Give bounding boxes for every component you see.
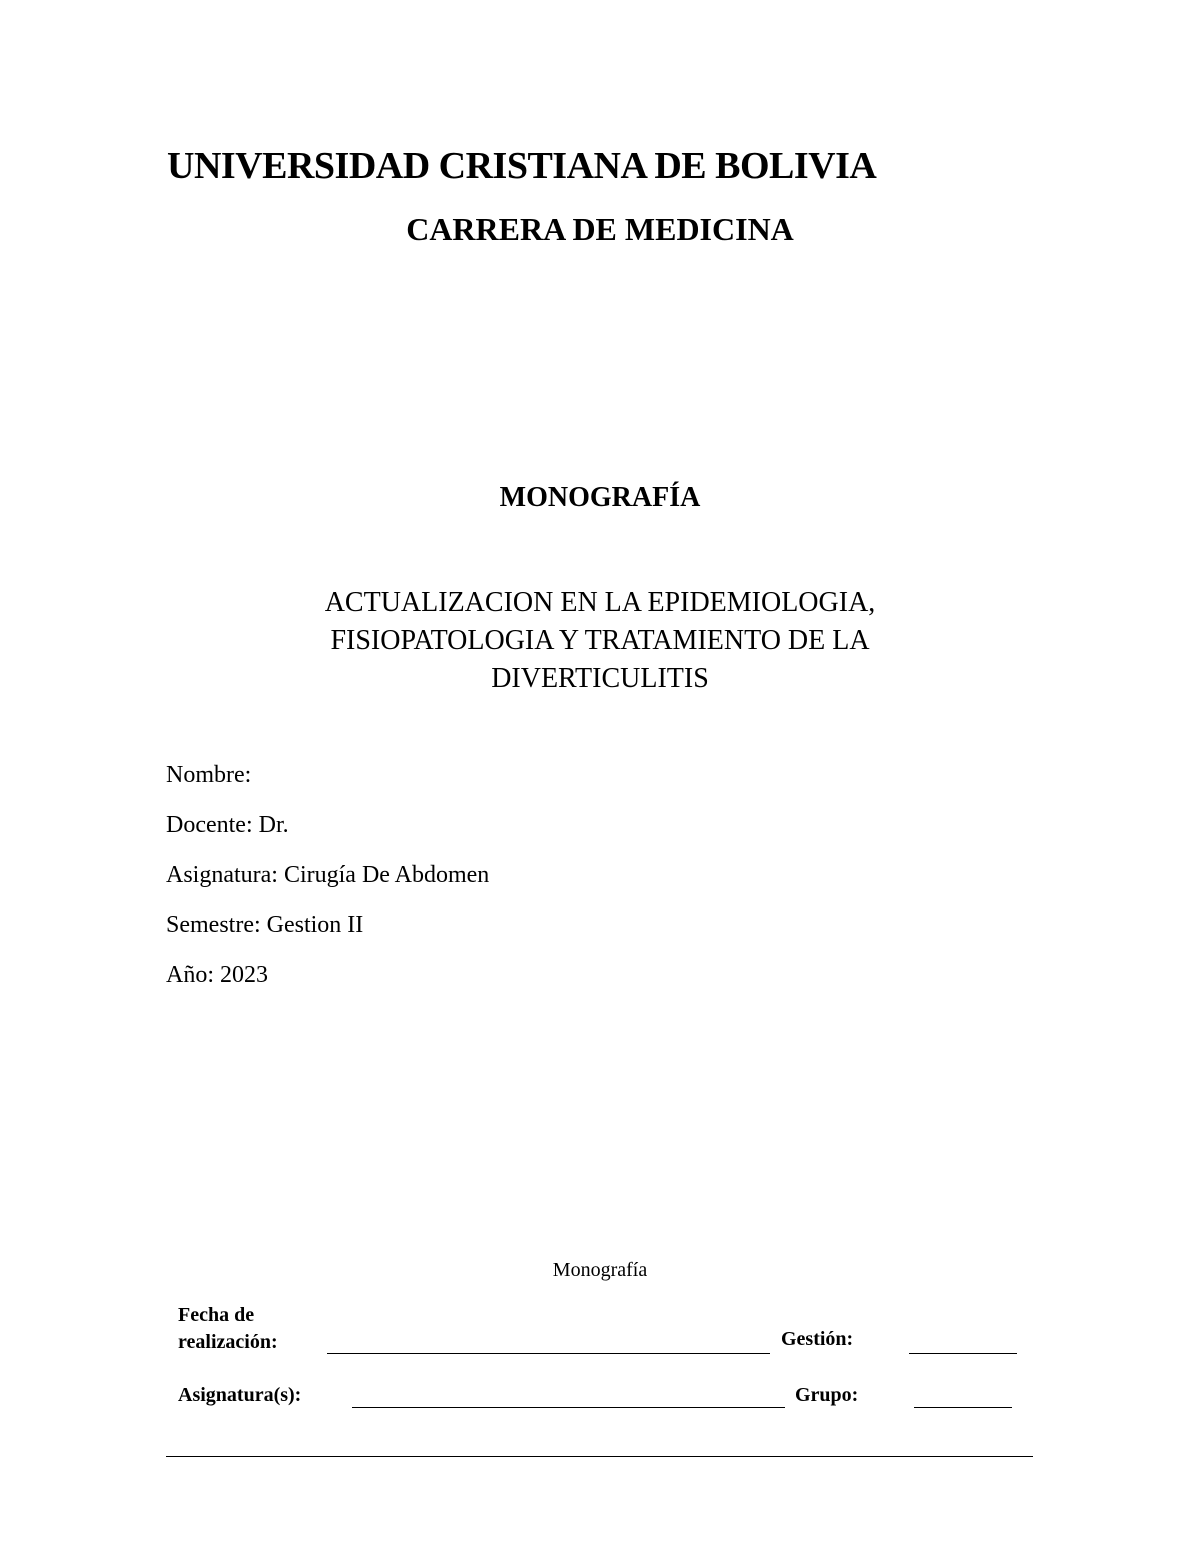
career-name: CARRERA DE MEDICINA <box>406 211 794 247</box>
document-title-line: ACTUALIZACION EN LA EPIDEMIOLOGIA, <box>324 587 876 618</box>
gestion-label: Gestión: <box>781 1328 854 1350</box>
info-asignatura: Asignatura: Cirugía De Abdomen <box>166 862 490 888</box>
asignaturas-blank-line <box>352 1407 785 1408</box>
university-name: UNIVERSIDAD CRISTIANA DE BOLIVIA <box>167 145 877 187</box>
document-title-line: FISIOPATOLOGIA Y TRATAMIENTO DE LA <box>330 625 870 656</box>
gestion-blank-line <box>909 1353 1017 1354</box>
asignaturas-label: Asignatura(s): <box>178 1384 302 1406</box>
bottom-rule <box>166 1456 1033 1457</box>
grupo-blank-line <box>914 1407 1012 1408</box>
info-semestre: Semestre: Gestion II <box>166 912 364 938</box>
info-anio: Año: 2023 <box>166 962 268 988</box>
info-docente: Docente: Dr. <box>166 812 289 838</box>
document-title-line: DIVERTICULITIS <box>491 663 709 694</box>
fecha-label-line1: Fecha de <box>178 1304 255 1326</box>
fecha-label-line2: realización: <box>178 1331 278 1353</box>
student-info <box>166 757 489 1007</box>
form-heading: Monografía <box>552 1259 648 1281</box>
info-nombre: Nombre: <box>166 762 252 788</box>
document-type: MONOGRAFÍA <box>499 482 701 513</box>
document-title <box>0 584 1200 698</box>
grupo-label: Grupo: <box>795 1384 859 1406</box>
fecha-blank-line <box>327 1353 770 1354</box>
